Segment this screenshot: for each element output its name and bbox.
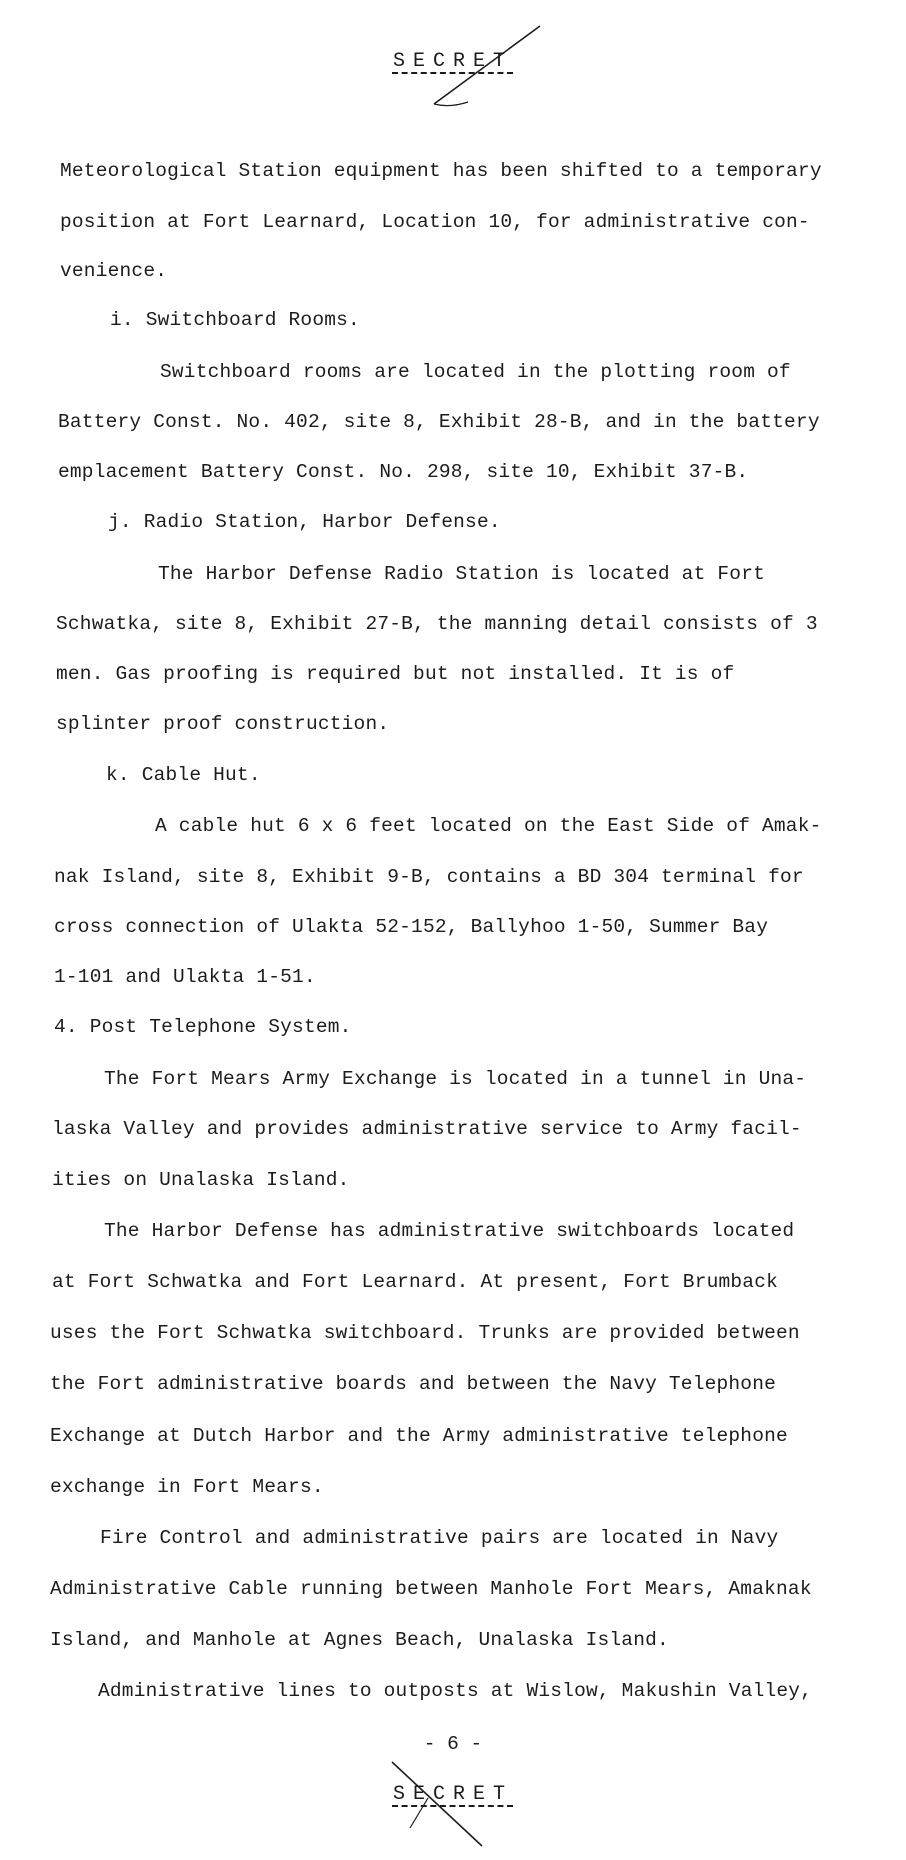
body-line-27: exchange in Fort Mears. [50, 1476, 324, 1498]
body-line-22: The Harbor Defense has administrative switchboards located [104, 1220, 795, 1242]
body-line-19: The Fort Mears Army Exchange is located in a tunnel in Una- [104, 1068, 807, 1090]
section-heading-cable-hut: k. Cable Hut. [106, 764, 261, 786]
body-line-31: Administrative lines to outposts at Wislow, Makushin Valley, [98, 1680, 813, 1702]
body-line-17: 1-101 and Ulakta 1-51. [54, 966, 316, 988]
body-line-6: Battery Const. No. 402, site 8, Exhibit 28-B, and in the battery [58, 411, 820, 433]
section-heading-post-telephone-system: 4. Post Telephone System. [54, 1016, 352, 1038]
body-line-24: uses the Fort Schwatka switchboard. Trunks are provided between [50, 1322, 800, 1344]
body-line-1: Meteorological Station equipment has been shifted to a temporary [60, 160, 822, 182]
body-line-21: ities on Unalaska Island. [52, 1169, 350, 1191]
section-heading-switchboard-rooms: i. Switchboard Rooms. [110, 309, 360, 331]
page-number: - 6 - [423, 1733, 483, 1755]
body-line-9: The Harbor Defense Radio Station is located at Fort [158, 563, 765, 585]
body-line-28: Fire Control and administrative pairs are located in Navy [100, 1527, 779, 1549]
body-line-11: men. Gas proofing is required but not installed. It is of [56, 663, 735, 685]
body-line-16: cross connection of Ulakta 52-152, Ballyhoo 1-50, Summer Bay [54, 916, 769, 938]
section-heading-radio-station: j. Radio Station, Harbor Defense. [108, 511, 501, 533]
body-line-25: the Fort administrative boards and between the Navy Telephone [50, 1373, 777, 1395]
body-line-20: laska Valley and provides administrative service to Army facil- [52, 1118, 802, 1140]
body-line-12: splinter proof construction. [56, 713, 390, 735]
body-line-14: A cable hut 6 x 6 feet located on the East Side of Amak- [155, 815, 822, 837]
body-line-29: Administrative Cable running between Manhole Fort Mears, Amaknak [50, 1578, 812, 1600]
body-line-30: Island, and Manhole at Agnes Beach, Unalaska Island. [50, 1629, 669, 1651]
body-line-3: venience. [60, 260, 168, 282]
body-line-7: emplacement Battery Const. No. 298, site 10, Exhibit 37-B. [58, 461, 749, 483]
body-line-10: Schwatka, site 8, Exhibit 27-B, the manning detail consists of 3 [56, 613, 818, 635]
body-line-5: Switchboard rooms are located in the plotting room of [160, 361, 791, 383]
body-line-26: Exchange at Dutch Harbor and the Army administrative telephone [50, 1425, 788, 1447]
classification-footer: SECRET [392, 1783, 513, 1806]
classification-header: SECRET [392, 50, 513, 73]
body-line-23: at Fort Schwatka and Fort Learnard. At present, Fort Brumback [52, 1271, 779, 1293]
body-line-2: position at Fort Learnard, Location 10, for administrative con- [60, 211, 810, 233]
body-line-15: nak Island, site 8, Exhibit 9-B, contains a BD 304 terminal for [54, 866, 804, 888]
